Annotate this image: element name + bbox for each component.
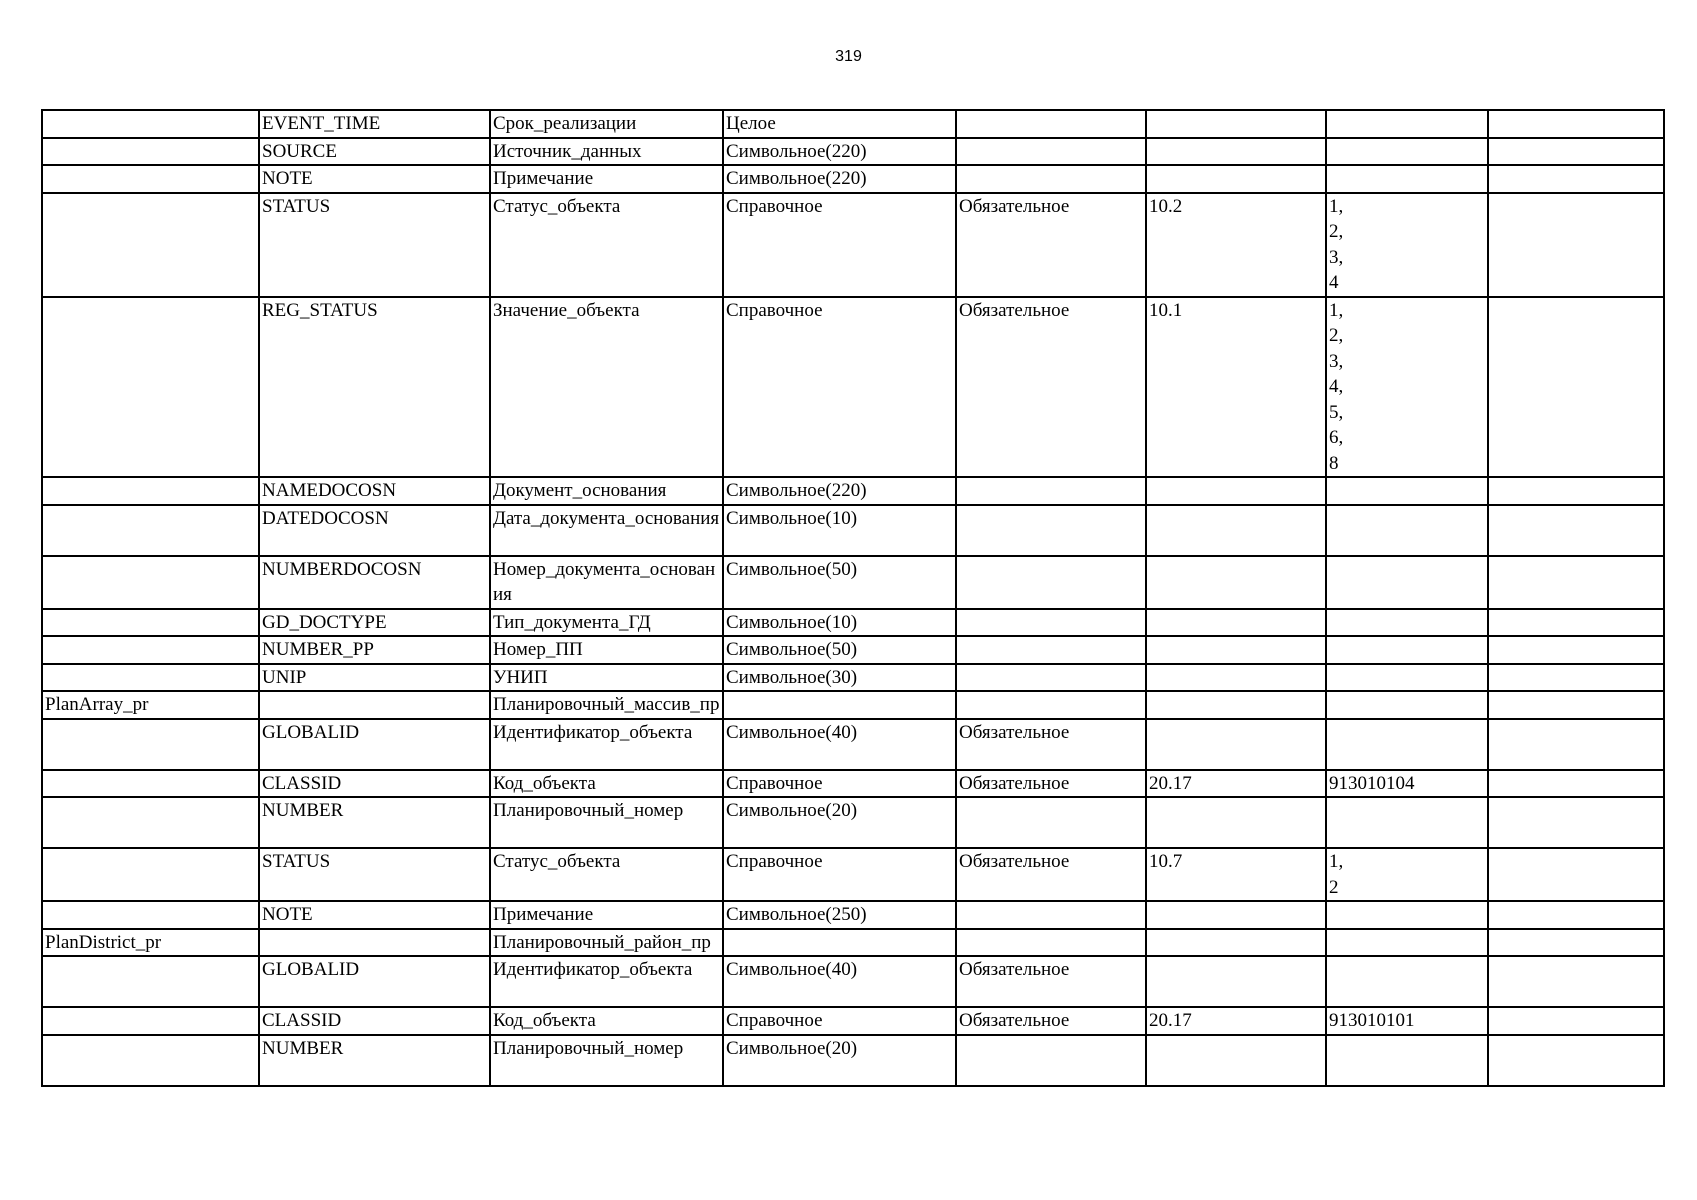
field-name-cell: REG_STATUS (259, 297, 490, 478)
empty-cell (1488, 165, 1664, 193)
reference-cell: 10.1 (1146, 297, 1326, 478)
alias-cell: Значение_объекта (490, 297, 723, 478)
table-row (42, 110, 1664, 138)
type-cell: Символьное(50) (723, 556, 956, 609)
layer-cell (42, 636, 259, 664)
type-cell: Символьное(30) (723, 664, 956, 692)
alias-cell: Примечание (490, 901, 723, 929)
required-cell (956, 1035, 1146, 1086)
reference-cell (1146, 956, 1326, 1007)
value-item: 3, (1329, 246, 1344, 268)
alias-cell: Номер_документа_основания (490, 556, 723, 609)
field-name-cell: UNIP (259, 664, 490, 692)
alias-cell: Статус_объекта (490, 848, 723, 901)
type-cell: Справочное (723, 848, 956, 901)
empty-cell (1488, 1007, 1664, 1035)
table-row (42, 691, 1664, 719)
alias-cell: Код_объекта (490, 770, 723, 798)
layer-cell (42, 110, 259, 138)
reference-cell (1146, 505, 1326, 556)
required-cell (956, 138, 1146, 166)
empty-cell (1488, 719, 1664, 770)
table-row (42, 609, 1664, 637)
values-cell (1326, 609, 1488, 637)
empty-cell (1488, 609, 1664, 637)
type-cell: Символьное(220) (723, 165, 956, 193)
reference-cell (1146, 901, 1326, 929)
field-name-cell: NAMEDOCOSN (259, 477, 490, 505)
field-name-cell: GD_DOCTYPE (259, 609, 490, 637)
field-name-cell (259, 929, 490, 957)
empty-cell (1488, 848, 1664, 901)
reference-cell (1146, 929, 1326, 957)
values-cell (1326, 848, 1488, 901)
layer-cell (42, 505, 259, 556)
alias-cell: Планировочный_номер (490, 1035, 723, 1086)
field-name-cell (259, 691, 490, 719)
field-name-cell: STATUS (259, 193, 490, 297)
table-row (42, 556, 1664, 609)
layer-cell (42, 477, 259, 505)
alias-cell: Источник_данных (490, 138, 723, 166)
type-cell: Символьное(20) (723, 1035, 956, 1086)
layer-cell (42, 664, 259, 692)
reference-cell (1146, 691, 1326, 719)
empty-cell (1488, 770, 1664, 798)
reference-cell (1146, 719, 1326, 770)
empty-cell (1488, 505, 1664, 556)
value-item: 913010101 (1329, 1010, 1415, 1031)
values-cell (1326, 770, 1488, 798)
empty-cell (1488, 1035, 1664, 1086)
values-cell (1326, 956, 1488, 1007)
alias-cell: Номер_ПП (490, 636, 723, 664)
type-cell: Символьное(250) (723, 901, 956, 929)
type-cell: Справочное (723, 193, 956, 297)
alias-cell: Статус_объекта (490, 193, 723, 297)
type-cell: Символьное(220) (723, 138, 956, 166)
required-cell (956, 609, 1146, 637)
empty-cell (1488, 664, 1664, 692)
value-item: 913010104 (1329, 772, 1415, 794)
field-name-cell: NOTE (259, 901, 490, 929)
layer-cell (42, 719, 259, 770)
reference-cell (1146, 477, 1326, 505)
required-cell: Обязательное (956, 1007, 1146, 1035)
field-name-cell: SOURCE (259, 138, 490, 166)
table-row (42, 505, 1664, 556)
values-cell (1326, 556, 1488, 609)
layer-cell (42, 1035, 259, 1086)
values-cell (1326, 664, 1488, 692)
field-name-cell: GLOBALID (259, 956, 490, 1007)
empty-cell (1488, 636, 1664, 664)
required-cell (956, 110, 1146, 138)
table-row (42, 719, 1664, 770)
layer-cell (42, 770, 259, 798)
layer-cell (42, 901, 259, 929)
required-cell (956, 691, 1146, 719)
layer-cell (42, 956, 259, 1007)
reference-cell (1146, 110, 1326, 138)
value-item: 5, (1329, 401, 1344, 423)
required-cell: Обязательное (956, 956, 1146, 1007)
layer-cell: PlanDistrict_pr (42, 929, 259, 957)
value-item: 6, (1329, 427, 1344, 448)
layer-cell (42, 138, 259, 166)
layer-cell (42, 297, 259, 478)
layer-cell: PlanArray_pr (42, 691, 259, 719)
type-cell: Справочное (723, 770, 956, 798)
alias-cell: УНИП (490, 664, 723, 692)
values-cell (1326, 165, 1488, 193)
table-row (42, 848, 1664, 901)
alias-cell: Идентификатор_объекта (490, 956, 723, 1007)
type-cell: Справочное (723, 1007, 956, 1035)
field-name-cell: NOTE (259, 165, 490, 193)
type-cell: Символьное(10) (723, 505, 956, 556)
values-cell (1326, 636, 1488, 664)
values-cell (1326, 138, 1488, 166)
required-cell (956, 556, 1146, 609)
layer-cell (42, 848, 259, 901)
field-name-cell: STATUS (259, 848, 490, 901)
values-cell (1326, 193, 1488, 297)
required-cell: Обязательное (956, 193, 1146, 297)
reference-cell (1146, 138, 1326, 166)
alias-cell: Планировочный_номер (490, 797, 723, 848)
layer-cell (42, 165, 259, 193)
required-cell (956, 901, 1146, 929)
table-row (42, 797, 1664, 848)
required-cell: Обязательное (956, 848, 1146, 901)
table-row (42, 193, 1664, 297)
alias-cell: Идентификатор_объекта (490, 719, 723, 770)
table-row (42, 1035, 1664, 1086)
table-row (42, 138, 1664, 166)
layer-cell (42, 193, 259, 297)
field-name-cell: GLOBALID (259, 719, 490, 770)
values-cell (1326, 929, 1488, 957)
layer-cell (42, 609, 259, 637)
reference-cell: 10.7 (1146, 848, 1326, 901)
type-cell: Символьное(220) (723, 477, 956, 505)
value-item: 1, (1329, 195, 1344, 217)
empty-cell (1488, 110, 1664, 138)
values-cell (1326, 505, 1488, 556)
table-row (42, 956, 1664, 1007)
layer-cell (42, 1007, 259, 1035)
alias-cell: Тип_документа_ГД (490, 609, 723, 637)
empty-cell (1488, 956, 1664, 1007)
value-item: 2, (1329, 221, 1344, 242)
value-item: 8 (1329, 452, 1339, 474)
required-cell: Обязательное (956, 719, 1146, 770)
value-item: 4, (1329, 376, 1344, 397)
values-cell (1326, 691, 1488, 719)
empty-cell (1488, 477, 1664, 505)
reference-cell: 10.2 (1146, 193, 1326, 297)
reference-cell (1146, 664, 1326, 692)
value-item: 4 (1329, 272, 1339, 293)
type-cell: Символьное(10) (723, 609, 956, 637)
alias-cell: Срок_реализации (490, 110, 723, 138)
required-cell (956, 165, 1146, 193)
reference-cell (1146, 636, 1326, 664)
values-cell (1326, 1007, 1488, 1035)
field-name-cell: CLASSID (259, 1007, 490, 1035)
layer-cell (42, 797, 259, 848)
table-row (42, 165, 1664, 193)
values-cell (1326, 110, 1488, 138)
field-name-cell: NUMBER (259, 797, 490, 848)
empty-cell (1488, 901, 1664, 929)
type-cell: Символьное(50) (723, 636, 956, 664)
value-item: 1, (1329, 851, 1344, 872)
table-row (42, 901, 1664, 929)
values-cell (1326, 1035, 1488, 1086)
layer-cell (42, 556, 259, 609)
type-cell (723, 691, 956, 719)
type-cell: Символьное(40) (723, 956, 956, 1007)
empty-cell (1488, 797, 1664, 848)
required-cell: Обязательное (956, 297, 1146, 478)
empty-cell (1488, 297, 1664, 478)
field-name-cell: NUMBER (259, 1035, 490, 1086)
attribute-table (41, 109, 1665, 1087)
required-cell (956, 797, 1146, 848)
value-item: 2, (1329, 325, 1344, 346)
type-cell: Справочное (723, 297, 956, 478)
empty-cell (1488, 929, 1664, 957)
field-name-cell: DATEDOCOSN (259, 505, 490, 556)
field-name-cell: EVENT_TIME (259, 110, 490, 138)
table-row (42, 770, 1664, 798)
reference-cell (1146, 1035, 1326, 1086)
table-row (42, 636, 1664, 664)
reference-cell (1146, 609, 1326, 637)
field-name-cell: NUMBERDOCOSN (259, 556, 490, 609)
page-number: 319 (835, 48, 862, 65)
alias-cell: Дата_документа_основания (490, 505, 723, 556)
required-cell (956, 664, 1146, 692)
required-cell (956, 636, 1146, 664)
values-cell (1326, 901, 1488, 929)
reference-cell (1146, 797, 1326, 848)
alias-cell: Документ_основания (490, 477, 723, 505)
reference-cell: 20.17 (1146, 770, 1326, 798)
reference-cell: 20.17 (1146, 1007, 1326, 1035)
type-cell (723, 929, 956, 957)
empty-cell (1488, 138, 1664, 166)
alias-cell: Планировочный_район_пр (490, 929, 723, 957)
table-row (42, 477, 1664, 505)
table-row (42, 297, 1664, 478)
values-cell (1326, 297, 1488, 478)
field-name-cell: NUMBER_PP (259, 636, 490, 664)
reference-cell (1146, 556, 1326, 609)
value-item: 1, (1329, 299, 1344, 321)
required-cell (956, 505, 1146, 556)
empty-cell (1488, 691, 1664, 719)
values-cell (1326, 797, 1488, 848)
values-cell (1326, 719, 1488, 770)
required-cell (956, 477, 1146, 505)
values-cell (1326, 477, 1488, 505)
reference-cell (1146, 165, 1326, 193)
required-cell (956, 929, 1146, 957)
field-name-cell: CLASSID (259, 770, 490, 798)
alias-cell: Планировочный_массив_пр (490, 691, 723, 719)
type-cell: Целое (723, 110, 956, 138)
table-row (42, 664, 1664, 692)
type-cell: Символьное(40) (723, 719, 956, 770)
table-body (42, 110, 1664, 1086)
table-row (42, 1007, 1664, 1035)
table-row (42, 929, 1664, 957)
empty-cell (1488, 193, 1664, 297)
alias-cell: Примечание (490, 165, 723, 193)
required-cell: Обязательное (956, 770, 1146, 798)
empty-cell (1488, 556, 1664, 609)
value-item: 3, (1329, 350, 1344, 372)
value-item: 2 (1329, 876, 1339, 898)
alias-cell: Код_объекта (490, 1007, 723, 1035)
type-cell: Символьное(20) (723, 797, 956, 848)
